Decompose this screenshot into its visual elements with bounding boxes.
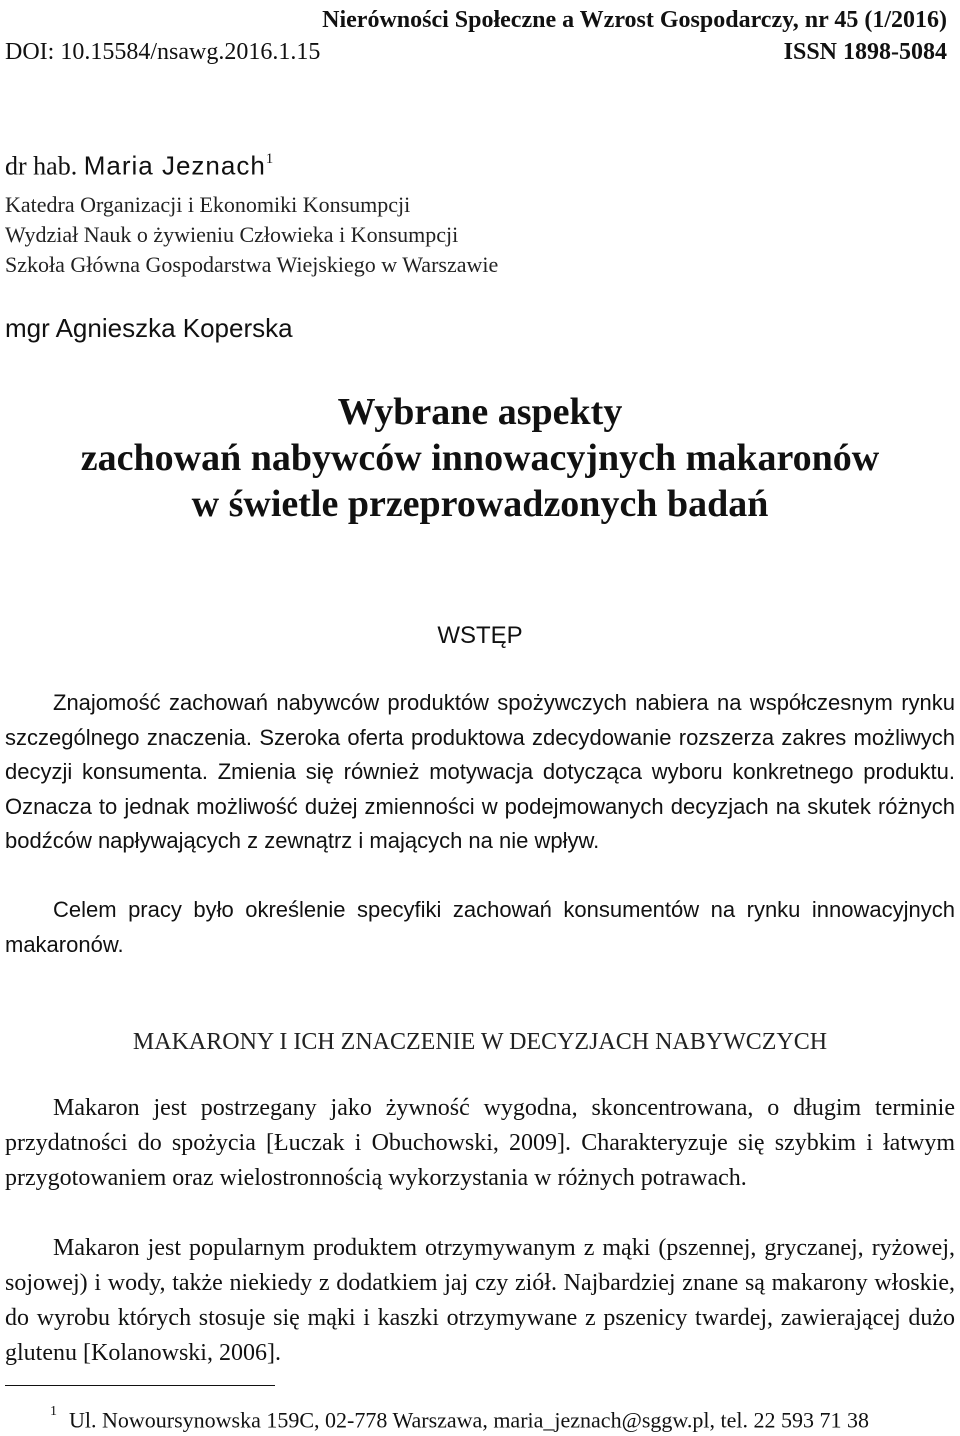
author1-name: Maria Jeznach xyxy=(83,150,266,181)
issn: ISSN 1898-5084 xyxy=(783,39,947,65)
section-heading-wstep: WSTĘP xyxy=(437,622,523,649)
journal-header: Nierówności Społeczne a Wzrost Gospodarczy, nr 45 (1/2016) xyxy=(322,7,947,33)
author1-footnote-mark: 1 xyxy=(265,151,274,167)
footnote-mark: 1 xyxy=(50,1404,57,1419)
section-heading-makarony: MAKARONY I ICH ZNACZENIE W DECYZJACH NABYWCZYCH xyxy=(132,1029,828,1055)
article-title-line: w świetle przeprowadzonych badań xyxy=(191,483,769,525)
affiliation-line: Szkoła Główna Gospodarstwa Wiejskiego w Warszawie xyxy=(5,252,499,277)
affiliation-line: Katedra Organizacji i Ekonomiki Konsumpcji xyxy=(5,192,411,217)
author1 xyxy=(5,142,273,186)
doi: DOI: 10.15584/nsawg.2016.1.15 xyxy=(5,39,321,65)
author2: mgr Agnieszka Koperska xyxy=(5,313,293,343)
footnote-text: Ul. Nowoursynowska 159C, 02-778 Warszawa, maria_jeznach@sggw.pl, tel. 22 593 71 38 xyxy=(69,1407,869,1433)
article-title-line: Wybrane aspekty xyxy=(337,391,623,433)
paragraph: Znajomość zachowań nabywców produktów spożywczych nabiera na współczesnym rynku szczególnego znaczenia. Szeroka oferta produktowa zdecydowanie rozszerza zakres możliwych decyzji konsumenta. Zmienia się również motywacja dotycząca wyboru konkretnego produktu. Oznacza to jednak możliwość dużej zmienności w podejmowanych decyzjach na skutek różnych bodźców napływających z zewnątrz i mających na nie wpływ. xyxy=(5,690,955,853)
paragraph: Makaron jest postrzegany jako żywność wygodna, skoncentrowana, o długim terminie przydatności do spożycia [Łuczak i Obuchowski, 2009]. Charakteryzuje się szybkim i łatwym przygotowaniem oraz wielostronnością wykorzystania w różnych potrawach. xyxy=(5,1095,955,1191)
paragraph: Celem pracy było określenie specyfiki zachowań konsumentów na rynku innowacyjnych makaronów. xyxy=(5,897,955,957)
author1-prefix: dr hab. xyxy=(5,151,78,181)
footnote-rule xyxy=(5,1385,275,1386)
footnote xyxy=(50,1400,869,1436)
affiliation-line: Wydział Nauk o żywieniu Człowieka i Konsumpcji xyxy=(5,222,459,247)
paragraph: Makaron jest popularnym produktem otrzymywanym z mąki (pszennej, gryczanej, ryżowej, sojowej) i wody, także niekiedy z dodatkiem jaj czy ziół. Najbardziej znane są makarony włoskie, do wyrobu których stosuje się mąki i kaszki otrzymywane z pszenicy twardej, zawierającej dużo glutenu [Kolanowski, 2006]. xyxy=(5,1235,955,1366)
article-title-line: zachowań nabywców innowacyjnych makaronów xyxy=(80,437,880,479)
